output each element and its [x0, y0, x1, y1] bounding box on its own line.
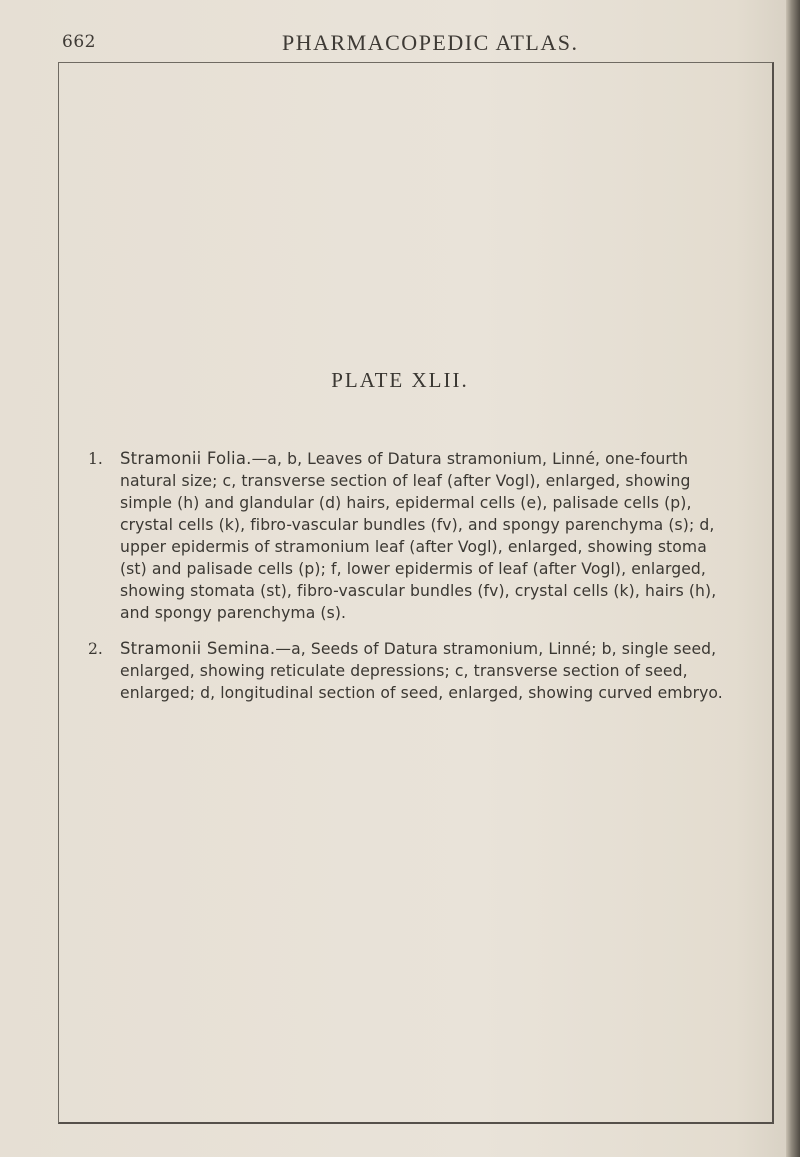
- plate-legend: [88, 448, 738, 718]
- legend-entry-seeds: [88, 638, 738, 704]
- page-binding-edge: [786, 0, 800, 1157]
- plate-title: PLATE XLII.: [331, 368, 469, 392]
- entry-number: 1.: [88, 450, 103, 468]
- entry-number: 2.: [88, 640, 103, 658]
- page-header: [0, 30, 800, 60]
- entry-text: —a, b, Leaves of Datura stramonium, Linné, one-fourth natural size; c, transverse section of leaf (after Vogl), enlarged, showing simple (h) and glandular (d) hairs, epidermal cells (e), palisade cells (p), crystal cells (k), fibro-vascular bundles (fv), and spongy parenchyma (s); d, upper epidermis of stramonium leaf (after Vogl), enlarged, showing stoma (st) and palisade cells (p); f, lower epidermis of leaf (after Vogl), enlarged, showing stomata (st), fibro-vascular bundles (fv), crystal cells (k), hairs (h), and spongy parenchyma (s).: [120, 450, 717, 622]
- legend-entry-leaves: [88, 448, 738, 624]
- page-number: 662: [62, 32, 96, 52]
- entry-title: Stramonii Semina.: [120, 639, 276, 658]
- entry-title: Stramonii Folia.: [120, 449, 252, 468]
- running-head: PHARMACOPEDIC ATLAS.: [282, 30, 579, 55]
- entry-text: —a, Seeds of Datura stramonium, Linné; b, single seed, enlarged, showing reticulate depressions; c, transverse section of seed, enlarged; d, longitudinal section of seed, enlarged, showing curved embryo.: [120, 640, 723, 702]
